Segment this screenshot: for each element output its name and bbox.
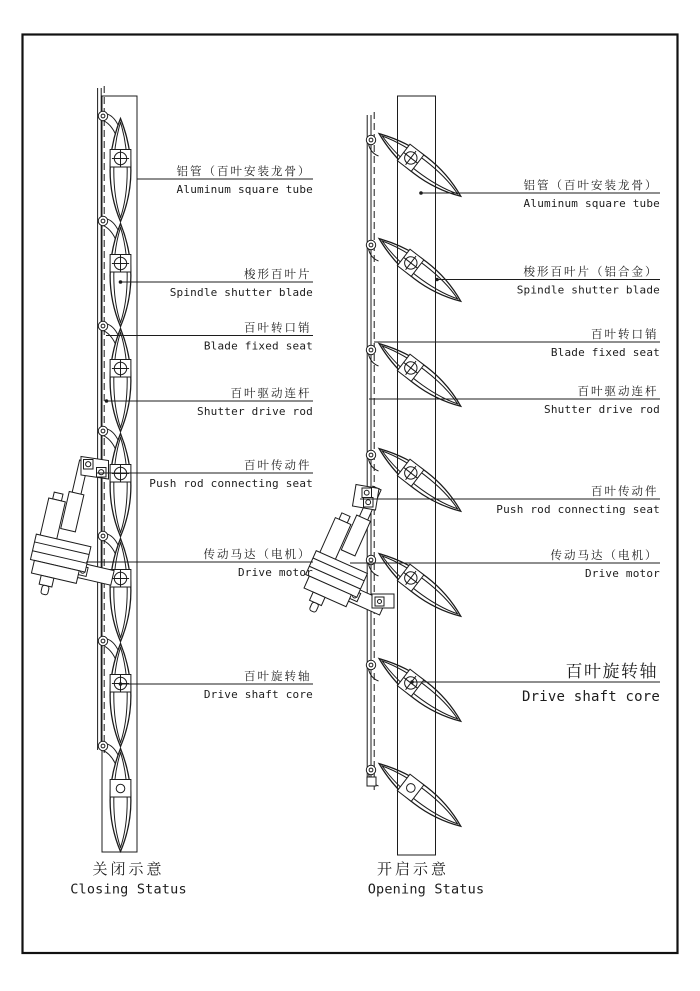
label-left-drive-shaft-core <box>119 669 313 701</box>
label-cn: 铝管（百叶安装龙骨） <box>176 166 312 178</box>
drive-motor-right <box>293 476 426 637</box>
label-en: Drive shaft core <box>203 688 313 701</box>
label-left-spindle-shutter-blade <box>119 267 313 299</box>
label-en: Drive motor <box>237 566 313 579</box>
label-right-spindle-shutter-blade <box>435 265 660 297</box>
closed-blade <box>98 531 131 641</box>
label-cn: 百叶传动件 <box>244 460 312 472</box>
label-en: Aluminum square tube <box>523 197 660 210</box>
open-blade <box>373 335 467 414</box>
label-cn: 百叶转口销 <box>591 329 659 341</box>
closed-blade <box>98 321 131 431</box>
closed-blade <box>98 111 131 221</box>
label-right-drive-shaft-core <box>410 662 660 705</box>
blade-pivot <box>366 660 378 681</box>
label-cn: 传动马达（电机） <box>203 549 312 561</box>
label-en: Push rod connecting seat <box>149 477 313 490</box>
label-en: Blade fixed seat <box>550 346 660 359</box>
left-assembly-closed <box>24 86 137 852</box>
closed-blade <box>98 636 131 746</box>
label-cn: 梭形百叶片 <box>244 269 312 281</box>
blade-pivot <box>366 555 378 576</box>
label-en: Drive shaft core <box>521 689 660 705</box>
caption-right-en: Opening Status <box>367 881 485 898</box>
blade-pivot <box>366 765 378 786</box>
label-en: Push rod connecting seat <box>496 503 660 516</box>
blade-pivot <box>366 240 378 261</box>
label-cn: 梭形百叶片（铝合金） <box>523 266 659 279</box>
caption-left-en: Closing Status <box>70 881 187 898</box>
closed-blade <box>98 426 131 536</box>
drive-rod-left <box>98 86 105 755</box>
caption-left <box>70 861 187 898</box>
label-cn: 百叶驱动连杆 <box>230 388 312 400</box>
open-blade <box>373 440 467 519</box>
right-assembly-open <box>293 96 467 855</box>
label-en: Spindle shutter blade <box>516 283 660 297</box>
label-right-push-rod-connecting-seat <box>360 484 660 516</box>
label-cn: 百叶旋转轴 <box>565 662 658 681</box>
label-en: Shutter drive rod <box>197 405 313 418</box>
label-cn: 传动马达（电机） <box>550 550 659 562</box>
caption-left-cn: 关闭示意 <box>92 862 165 878</box>
blade-pivot <box>366 450 378 471</box>
label-cn: 百叶驱动连杆 <box>577 386 659 398</box>
label-en: Aluminum square tube <box>176 183 313 196</box>
label-cn: 百叶转口销 <box>244 322 312 335</box>
label-en: Drive motor <box>584 567 660 580</box>
open-blade-end <box>373 755 467 834</box>
label-en: Shutter drive rod <box>544 403 660 416</box>
closed-blade-end <box>98 741 131 851</box>
caption-right <box>368 861 485 898</box>
label-en: Spindle shutter blade <box>169 286 313 299</box>
caption-right-cn: 开启示意 <box>376 862 450 878</box>
label-right-shutter-drive-rod <box>369 384 660 416</box>
open-blade <box>373 650 467 729</box>
label-left-aluminum-square-tube <box>137 164 313 196</box>
label-en: Blade fixed seat <box>203 339 313 353</box>
label-cn: 百叶传动件 <box>591 486 659 498</box>
open-blade <box>373 230 467 309</box>
label-left-shutter-drive-rod <box>105 386 313 418</box>
blade-pivot <box>366 345 378 366</box>
closed-blade <box>98 216 131 326</box>
label-right-blade-fixed-seat <box>374 327 660 359</box>
label-cn: 百叶旋转轴 <box>244 671 312 683</box>
open-blade <box>373 545 467 624</box>
blade-pivot <box>366 135 378 156</box>
label-cn: 铝管（百叶安装龙骨） <box>523 180 659 192</box>
